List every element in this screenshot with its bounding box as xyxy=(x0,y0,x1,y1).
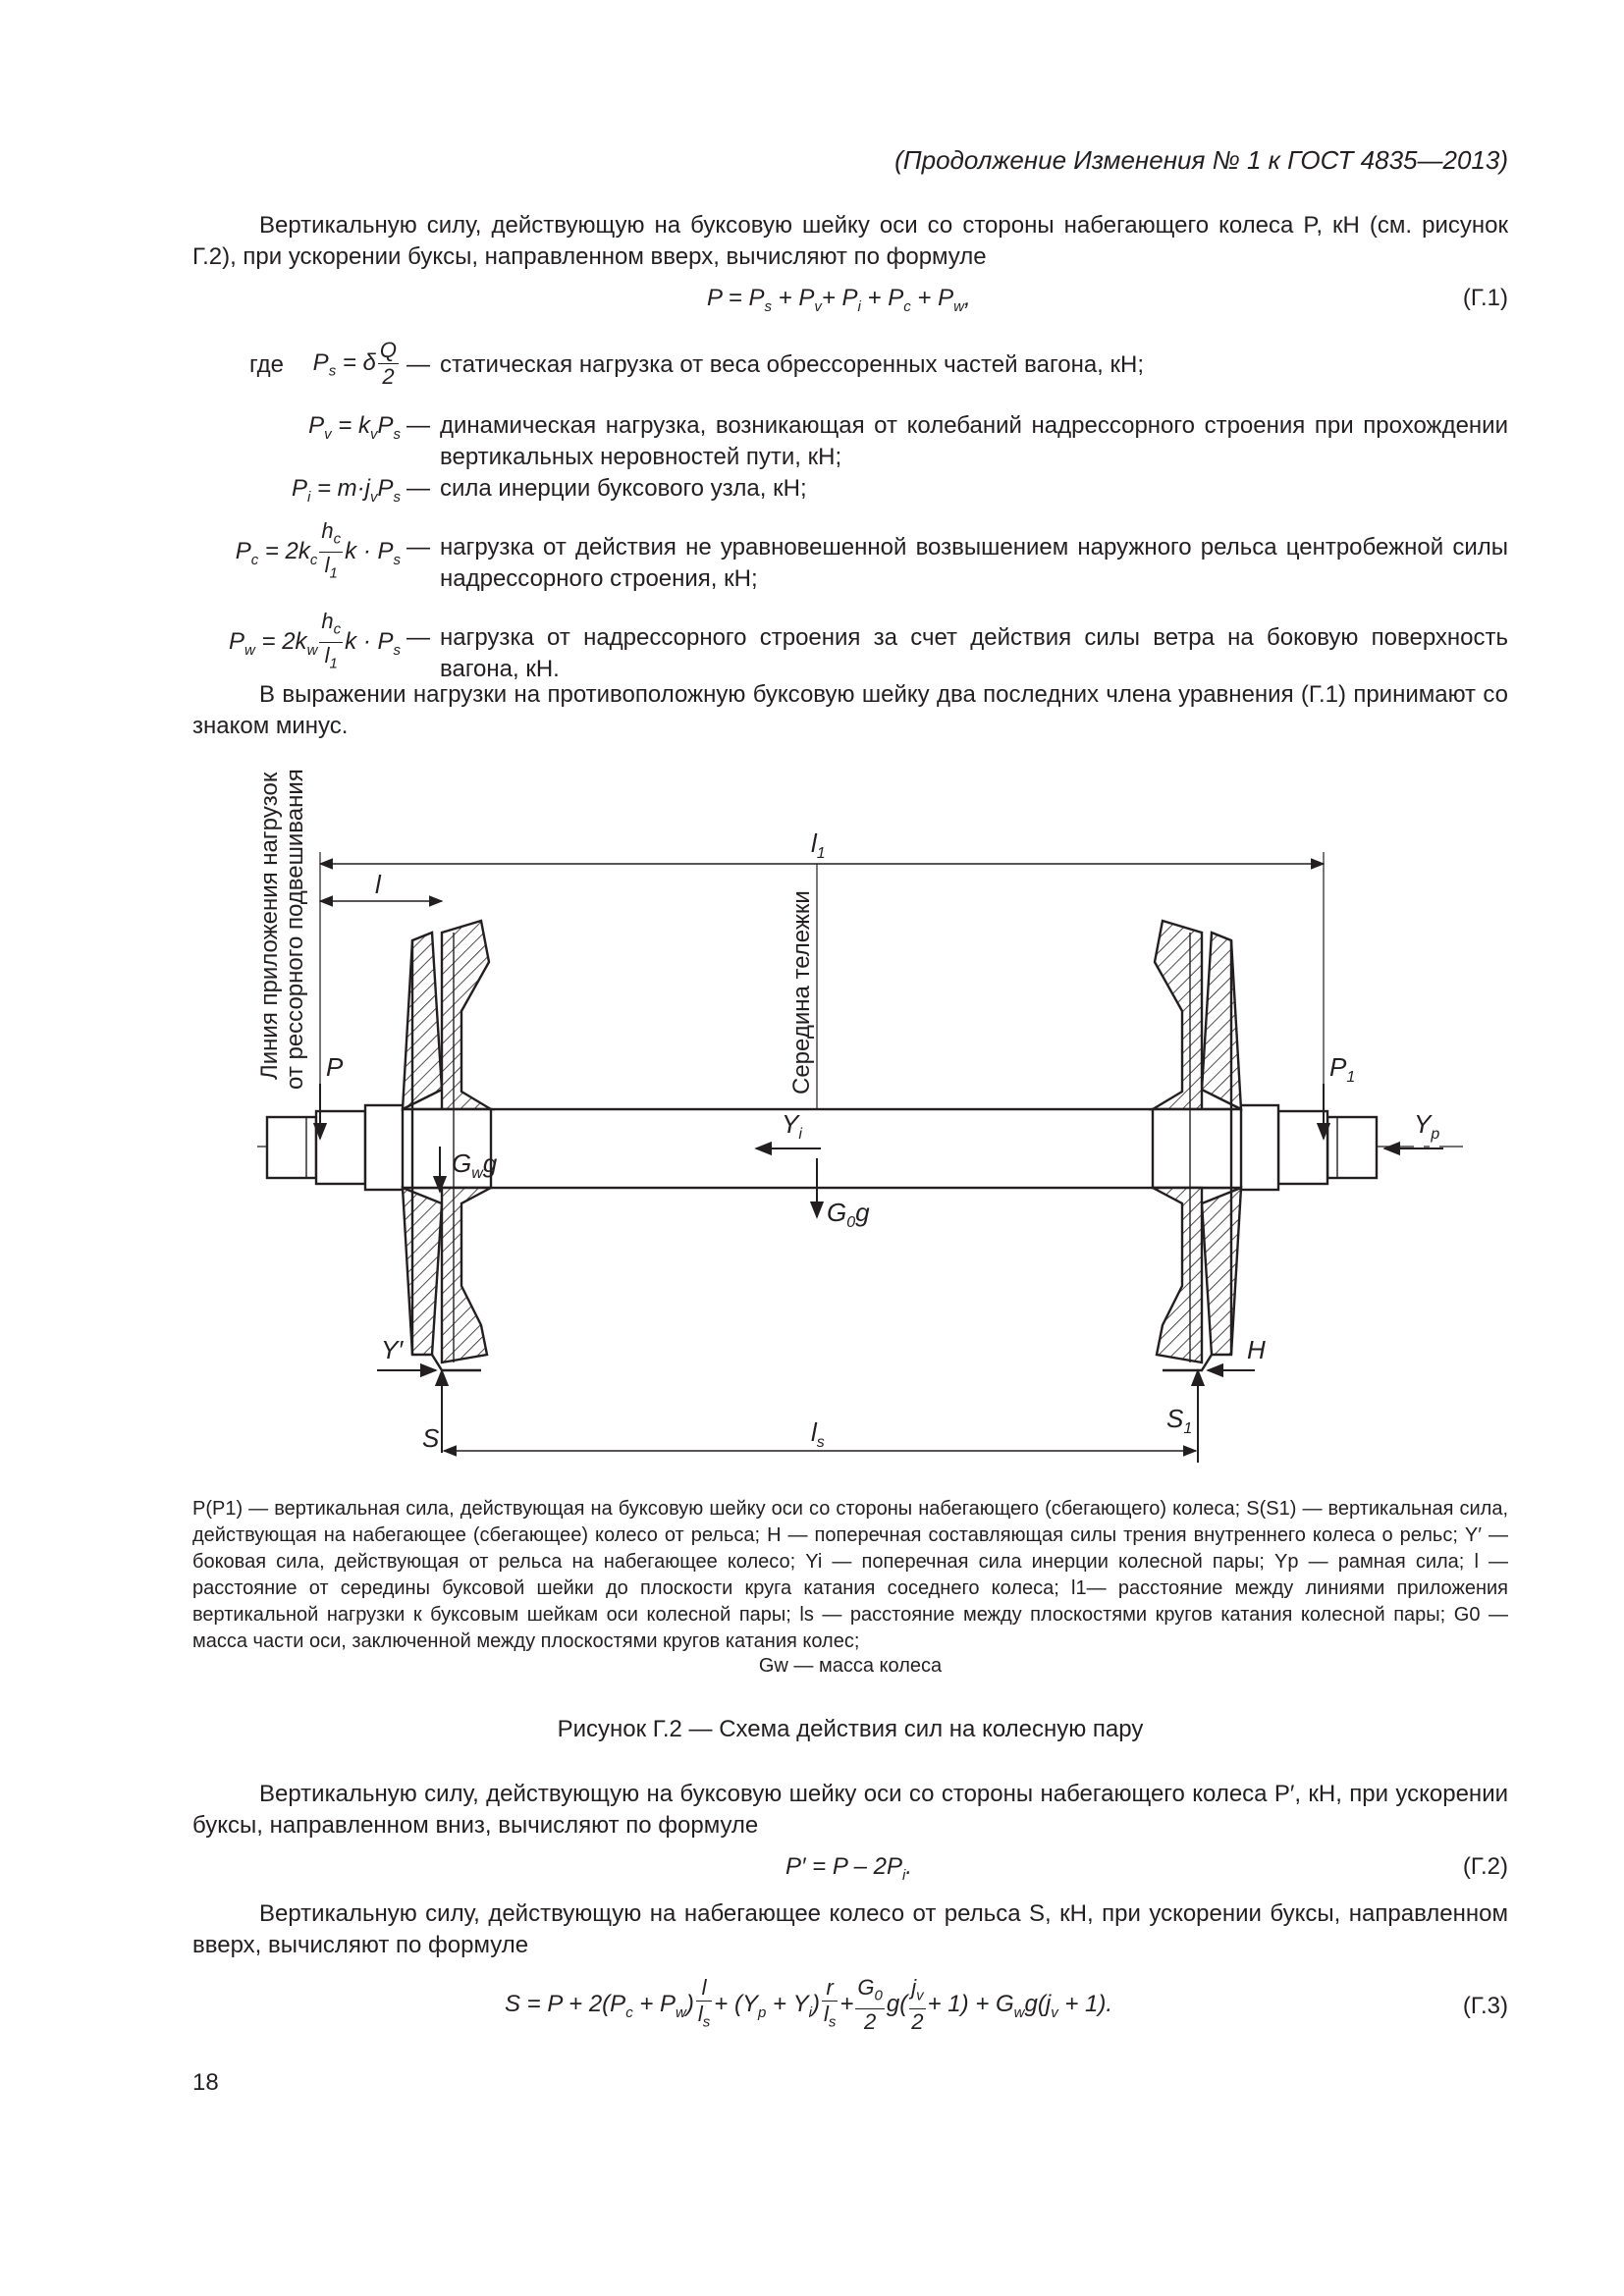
dim-l1-label: $l_1$ xyxy=(811,828,826,862)
def-pw-text: нагрузка от надрессорного строения за счет действия силы ветра на боковую поверхность вагона, кН. xyxy=(440,624,1508,682)
equation-g3-number: (Г.3) xyxy=(1462,1993,1508,2019)
def-pc-text: нагрузка от действия не уравновешенной возвышением наружного рельса центробежной силы надрессорного строения, кН; xyxy=(440,534,1508,592)
def-pv-text: динамическая нагрузка, возникающая от колебаний надрессорного строения при прохождении вертикальных неровностей пути, кН; xyxy=(440,412,1508,470)
force-P1-label: $P_1$ xyxy=(1329,1052,1356,1086)
left-wheel xyxy=(403,921,491,1370)
load-line-label-2: от рессорного подвешивания xyxy=(282,769,308,1090)
right-wheel xyxy=(1153,921,1241,1370)
def-pi-text: сила инерции буксового узла, кН; xyxy=(440,475,807,502)
running-header: (Продолжение Изменения № 1 к ГОСТ 4835—2013) xyxy=(894,145,1508,175)
dim-ls-label: $l_s$ xyxy=(811,1417,825,1451)
force-Yprime-label: Y′ xyxy=(381,1335,404,1364)
bogie-center-label: Середина тележки xyxy=(788,890,815,1095)
where-word: где xyxy=(249,351,285,378)
dim-l-label: l xyxy=(375,870,381,899)
def-ps-dash: — xyxy=(406,351,430,378)
page-number: 18 xyxy=(192,2069,219,2096)
def-pv-lhs: $P_v = k_vP_s$ xyxy=(308,412,401,443)
force-P-label: P xyxy=(326,1052,344,1082)
force-G0g-label: $G_0g$ xyxy=(827,1198,870,1231)
axle-body xyxy=(405,1109,1239,1188)
paragraph-1-text: Вертикальную силу, действующую на буксовую шейку оси со стороны набегающего колеса P, кН (см. рисунок Г.2), при ускорении буксы, направленном вверх, вычисляют по формуле xyxy=(192,212,1508,270)
def-pi-lhs: $P_i = m\cdot j_vP_s$ xyxy=(291,475,401,506)
def-pc-dash: — xyxy=(406,534,430,561)
def-ps-lhs: $P_s = \delta$ $\frac{Q}{2}$ xyxy=(312,338,397,389)
def-pc-lhs: $P_c = 2k_c$ $\frac{h_c}{l_1}$ $k \cdot P_s$ xyxy=(235,518,401,582)
figure-caption: Рисунок Г.2 — Схема действия сил на колесную пару xyxy=(557,1716,1144,1742)
left-journal xyxy=(267,1117,316,1178)
figure-legend: P(P1) — вертикальная сила, действующая на буксовую шейку оси со стороны набегающего (сбегающего) колеса; S(S1) — вертикальная сила, действующая на набегающее (сбегающее) колесо от рельса; H — поперечная составляющая силы трения внутреннего колеса о рельс; Y′ — боковая сила, действующая от рельса на набегающее колесо; Yi — поперечная сила инерции колесной пары; Yр — рамная сила; l — расстояние от середины буксовой шейки до плоскости круга катания соседнего колеса; l1— расстояние между линиями приложения вертикальной нагрузки к буксовым шейкам оси колесной пары; ls — расстояние между плоскостями кругов катания колесной пары; G0 — масса части оси, заключенной между плоскостями кругов катания колес; xyxy=(192,1498,1508,1652)
force-S1-label: $S_1$ xyxy=(1166,1404,1193,1437)
equation-g1-number: (Г.1) xyxy=(1462,285,1508,311)
equation-g2-number: (Г.2) xyxy=(1462,1853,1508,1880)
equation-g3: $S = P + 2(P_c + P_w)$ $\frac{l}{l_s}$ + $(Y_р + Y_i)$ $\frac{r}{l_s}$ + $\frac{G_0}{2}$ g( $\frac{j_v}{2}$ + $1) + G_wg(j_v + 1)$. xyxy=(505,1975,1113,2035)
paragraph-4: Вертикальную силу, действующую на набегающее колесо от рельса S, кН, при ускорении буксы, направленном вверх, вычисляют по формуле xyxy=(192,1900,1508,1958)
force-Yi-label: $Y_i$ xyxy=(782,1109,802,1143)
force-Gwg-label: $G_wg$ xyxy=(452,1148,498,1182)
def-ps-text: статическая нагрузка от веса обрессоренных частей вагона, кН; xyxy=(440,351,1144,378)
def-pi-dash: — xyxy=(406,475,430,502)
force-Yp-label: $Y_р$ xyxy=(1414,1109,1440,1143)
paragraph-3: Вертикальную силу, действующую на буксовую шейку оси со стороны набегающего колеса P′, кН, при ускорении буксы, направленном вниз, вычисляют по формуле xyxy=(192,1781,1508,1839)
paragraph-2: В выражении нагрузки на противоположную буксовую шейку два последних члена уравнения (Г.1) принимают со знаком минус. xyxy=(192,681,1508,739)
equation-g2: $P' = P - 2P_i$. xyxy=(785,1853,913,1884)
def-pw-lhs: $P_w = 2k_w$ $\frac{h_c}{l_1}$ $k \cdot P_s$ xyxy=(229,609,401,672)
figure-legend-last: Gw — масса колеса xyxy=(758,1655,943,1677)
right-journal xyxy=(1327,1117,1377,1178)
equation-g1: $P = P_s + P_v+ P_i + P_c + P_w$, xyxy=(707,285,971,315)
def-pv-dash: — xyxy=(406,412,430,439)
def-pw-dash: — xyxy=(406,624,430,651)
load-line-label-1: Линия приложения нагрузок xyxy=(256,772,283,1080)
force-S-label: S xyxy=(422,1423,440,1453)
force-H-label: H xyxy=(1247,1335,1266,1364)
